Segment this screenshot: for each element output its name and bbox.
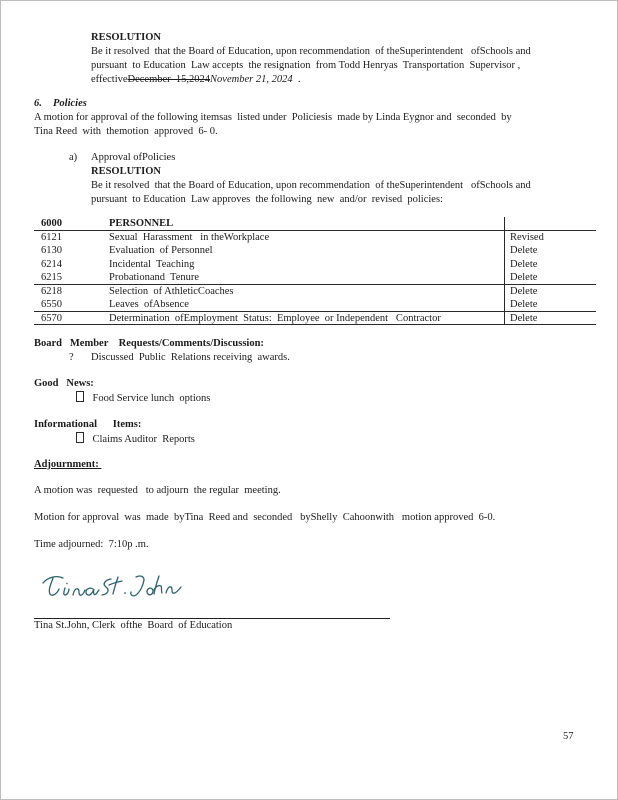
signature-block xyxy=(34,568,595,633)
policy-code: 6215 xyxy=(41,272,62,283)
adjournment-time: Time adjourned: 7:10p .m. xyxy=(34,539,149,550)
box-bullet-icon xyxy=(76,432,84,443)
policy-title: Evaluation of Personnel xyxy=(109,245,213,256)
section-title-text: Policies xyxy=(53,98,87,109)
table-row xyxy=(34,271,596,285)
policy-title: PERSONNEL xyxy=(109,218,174,229)
adjournment-approval: Motion for approval was made byTina Reed and seconded byShelly Cahoonwith motion approved 6-0. xyxy=(34,512,496,523)
informational-heading: Informational Items: xyxy=(34,419,142,430)
effective-prefix: effective xyxy=(91,74,128,85)
resolution-effective-line xyxy=(91,73,595,87)
policy-code: 6550 xyxy=(41,299,62,310)
policy-code: 6000 xyxy=(41,218,62,229)
policy-status: Delete xyxy=(504,285,596,299)
policies-motion-line: A motion for approval of the following itemsas listed under Policiesis made by Linda Eygnor and seconded by xyxy=(34,112,512,123)
board-requests-item-text: Discussed Public Relations receiving awards. xyxy=(91,352,290,363)
policies-section-title xyxy=(34,97,595,111)
adjournment-heading: Adjournment: xyxy=(34,459,102,470)
table-row xyxy=(34,298,596,312)
policy-title: Determination ofEmployment Status: Employee or Independent Contractor xyxy=(109,312,441,324)
table-row xyxy=(34,312,596,326)
board-requests-heading: Board Member Requests/Comments/Discussion: xyxy=(34,338,264,349)
policies-section xyxy=(34,97,595,207)
table-row xyxy=(34,231,596,245)
informational-item xyxy=(34,432,595,447)
policy-status xyxy=(504,217,596,230)
policy-code: 6214 xyxy=(41,258,62,270)
box-bullet-icon xyxy=(76,391,84,402)
sub-item-title: Approval ofPolicies xyxy=(91,152,176,163)
policy-title: Probationand Tenure xyxy=(109,272,200,283)
page-number: 57 xyxy=(563,731,574,742)
policy-code: 6130 xyxy=(41,245,62,256)
board-requests-item xyxy=(34,351,595,365)
resolution-line: pursuant to Education Law accepts the resignation from Todd Henryas Transportation Supervisor , xyxy=(91,60,521,71)
policy-status: Delete xyxy=(504,312,596,325)
table-row xyxy=(34,285,596,299)
line-suffix: . xyxy=(292,74,301,85)
policies-resolution-line: Be it resolved that the Board of Education, upon recommendation of theSuperintendent ofSchools and xyxy=(91,180,531,191)
policies-resolution-line: pursuant to Education Law approves the following new and/or revised policies: xyxy=(91,194,443,205)
good-news-item xyxy=(34,391,595,406)
section-number: 6. xyxy=(34,98,42,109)
policy-code: 6570 xyxy=(41,312,62,324)
clerk-name: Tina St.John, Clerk ofthe Board of Education xyxy=(34,620,233,631)
policy-table xyxy=(34,217,596,325)
policies-motion-line: Tina Reed with themotion approved 6- 0. xyxy=(34,126,218,137)
policies-resolution-heading: RESOLUTION xyxy=(91,166,162,177)
table-row xyxy=(34,244,596,258)
handwritten-signature xyxy=(38,568,188,610)
good-news-heading: Good News: xyxy=(34,378,94,389)
policy-status: Delete xyxy=(504,258,596,272)
struck-date: December 15,2024 xyxy=(127,74,211,85)
adjournment-motion-request: A motion was requested to adjourn the regular meeting. xyxy=(34,485,281,496)
policies-sub-item xyxy=(34,151,595,165)
adjournment-section xyxy=(34,458,595,552)
policy-status: Revised xyxy=(504,231,596,245)
policy-status: Delete xyxy=(504,244,596,258)
policy-title: Selection of AthleticCoaches xyxy=(109,285,234,297)
informational-item-text: Claims Auditor Reports xyxy=(92,434,195,445)
question-bullet: ? xyxy=(69,352,74,363)
policy-title: Incidental Teaching xyxy=(109,258,195,270)
policy-title: Leaves ofAbsence xyxy=(109,299,189,310)
policy-status: Delete xyxy=(504,271,596,284)
good-news-item-text: Food Service lunch options xyxy=(92,393,211,404)
table-row xyxy=(34,258,596,272)
policy-title: Sexual Harassment in theWorkplace xyxy=(109,231,270,243)
good-news-section xyxy=(34,377,595,406)
board-requests-section xyxy=(34,337,595,365)
inserted-date: November 21, 2024 xyxy=(210,74,293,85)
policy-table-header-row xyxy=(34,217,596,231)
sub-item-label: a) xyxy=(69,152,78,163)
policy-code: 6121 xyxy=(41,231,62,243)
resignation-resolution-section xyxy=(34,31,595,87)
resolution-line: Be it resolved that the Board of Education, upon recommendation of theSuperintendent ofSchools and xyxy=(91,46,531,57)
policy-status: Delete xyxy=(504,298,596,311)
resolution-heading: RESOLUTION xyxy=(91,32,162,43)
policy-code: 6218 xyxy=(41,285,62,297)
informational-section xyxy=(34,418,595,447)
